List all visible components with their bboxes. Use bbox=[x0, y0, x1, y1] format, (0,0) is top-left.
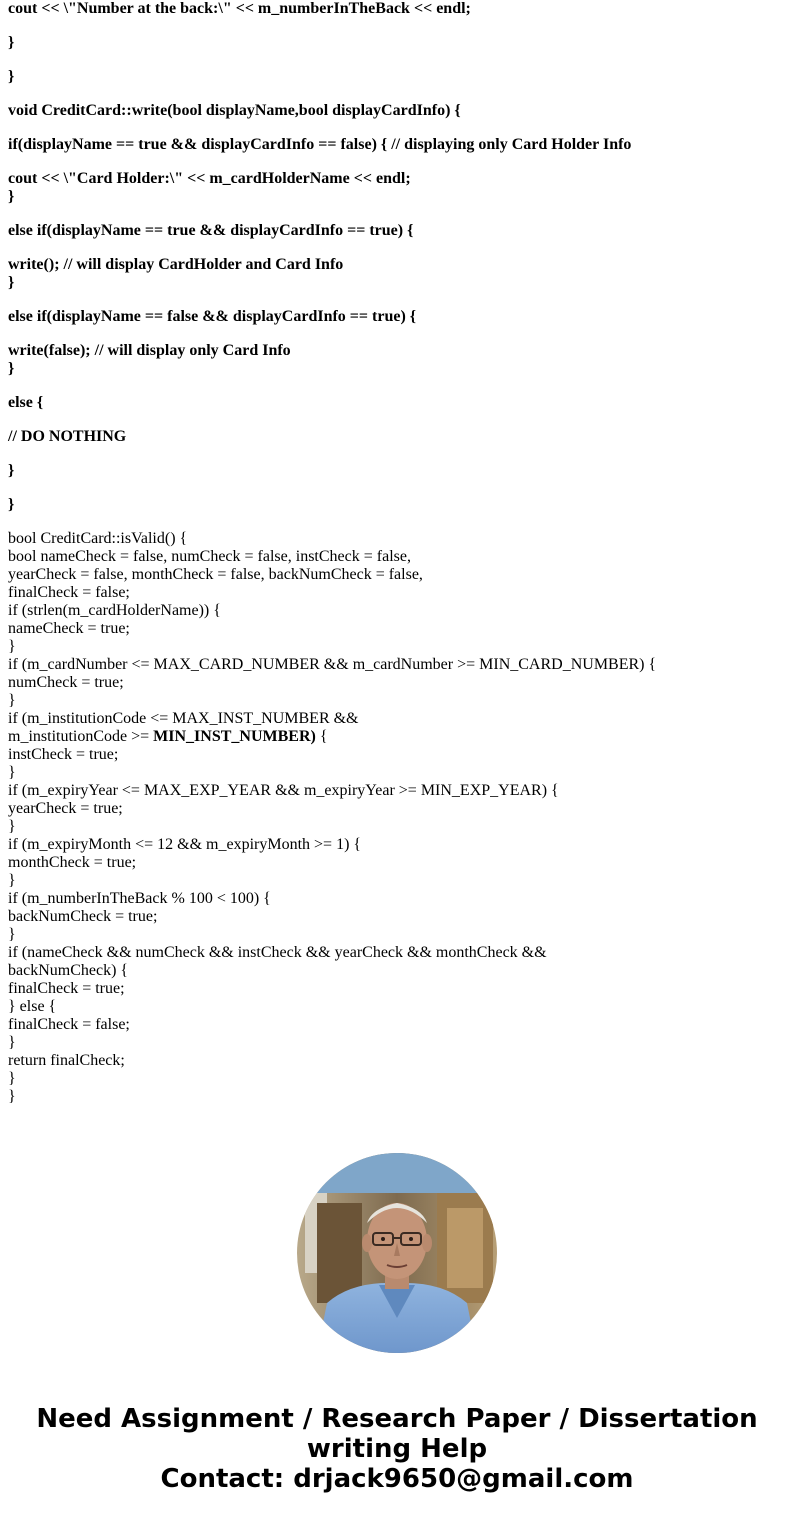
code-line: } bbox=[8, 462, 15, 479]
code-line: write(); // will display CardHolder and Card Info bbox=[8, 256, 344, 273]
author-portrait-image bbox=[297, 1153, 497, 1353]
code-line: } bbox=[8, 274, 15, 291]
code-line: cout << \"Number at the back:\" << m_numberInTheBack << endl; bbox=[8, 0, 471, 17]
code-line: if (m_institutionCode <= MAX_INST_NUMBER && bbox=[8, 710, 359, 727]
code-fragment-bold: MIN_INST_NUMBER) bbox=[153, 728, 316, 745]
author-avatar bbox=[297, 1153, 497, 1353]
code-line: numCheck = true; bbox=[8, 674, 124, 691]
code-line: } bbox=[8, 1034, 16, 1051]
promo-line: writing Help bbox=[306, 1434, 488, 1464]
code-line: else if(displayName == false && displayCardInfo == true) { bbox=[8, 308, 417, 325]
code-line: finalCheck = true; bbox=[8, 980, 125, 997]
code-line: if (strlen(m_cardHolderName)) { bbox=[8, 602, 221, 619]
code-line: else { bbox=[8, 394, 44, 411]
code-line: } bbox=[8, 188, 15, 205]
code-line: } bbox=[8, 360, 15, 377]
code-line: } bbox=[8, 926, 16, 943]
code-line: finalCheck = false; bbox=[8, 584, 130, 601]
code-line: } bbox=[8, 34, 15, 51]
code-line: } bbox=[8, 1070, 16, 1087]
code-line: } else { bbox=[8, 998, 57, 1015]
code-line: monthCheck = true; bbox=[8, 854, 137, 871]
code-line: bool nameCheck = false, numCheck = false, instCheck = false, bbox=[8, 548, 411, 565]
code-line: // DO NOTHING bbox=[8, 428, 127, 445]
code-line: if (m_cardNumber <= MAX_CARD_NUMBER && m_cardNumber >= MIN_CARD_NUMBER) { bbox=[8, 656, 657, 673]
code-fragment: m_institutionCode >= bbox=[8, 728, 154, 745]
code-line: } bbox=[8, 872, 16, 889]
code-line: void CreditCard::write(bool displayName,bool displayCardInfo) { bbox=[8, 102, 461, 119]
code-line-mixed bbox=[8, 728, 328, 746]
code-line: else if(displayName == true && displayCardInfo == true) { bbox=[8, 222, 414, 239]
code-line: backNumCheck) { bbox=[8, 962, 129, 979]
code-line: } bbox=[8, 818, 16, 835]
code-line: write(false); // will display only Card Info bbox=[8, 342, 291, 359]
code-line: } bbox=[8, 496, 15, 513]
code-line: } bbox=[8, 68, 15, 85]
code-line: instCheck = true; bbox=[8, 746, 119, 763]
code-line: } bbox=[8, 638, 16, 655]
code-line: } bbox=[8, 764, 16, 781]
code-line: nameCheck = true; bbox=[8, 620, 130, 637]
promo-contact: Contact: drjack9650@gmail.com bbox=[160, 1464, 634, 1494]
code-line: cout << \"Card Holder:\" << m_cardHolderName << endl; bbox=[8, 170, 411, 187]
code-line: yearCheck = false, monthCheck = false, backNumCheck = false, bbox=[8, 566, 423, 583]
code-line: backNumCheck = true; bbox=[8, 908, 158, 925]
code-line: } bbox=[8, 692, 16, 709]
code-line: return finalCheck; bbox=[8, 1052, 125, 1069]
code-line: if (nameCheck && numCheck && instCheck && yearCheck && monthCheck && bbox=[8, 944, 547, 961]
code-line: } bbox=[8, 1088, 16, 1105]
code-fragment: { bbox=[315, 728, 328, 745]
promo-banner bbox=[0, 1404, 794, 1494]
code-line: if(displayName == true && displayCardInfo == false) { // displaying only Card Holder Info bbox=[8, 136, 632, 153]
code-line: yearCheck = true; bbox=[8, 800, 123, 817]
code-line: finalCheck = false; bbox=[8, 1016, 130, 1033]
code-line: if (m_numberInTheBack % 100 < 100) { bbox=[8, 890, 271, 907]
code-line: if (m_expiryMonth <= 12 && m_expiryMonth >= 1) { bbox=[8, 836, 362, 853]
promo-line: Need Assignment / Research Paper / Dissertation bbox=[36, 1404, 758, 1434]
code-line: bool CreditCard::isValid() { bbox=[8, 530, 188, 547]
code-line: if (m_expiryYear <= MAX_EXP_YEAR && m_expiryYear >= MIN_EXP_YEAR) { bbox=[8, 782, 559, 799]
